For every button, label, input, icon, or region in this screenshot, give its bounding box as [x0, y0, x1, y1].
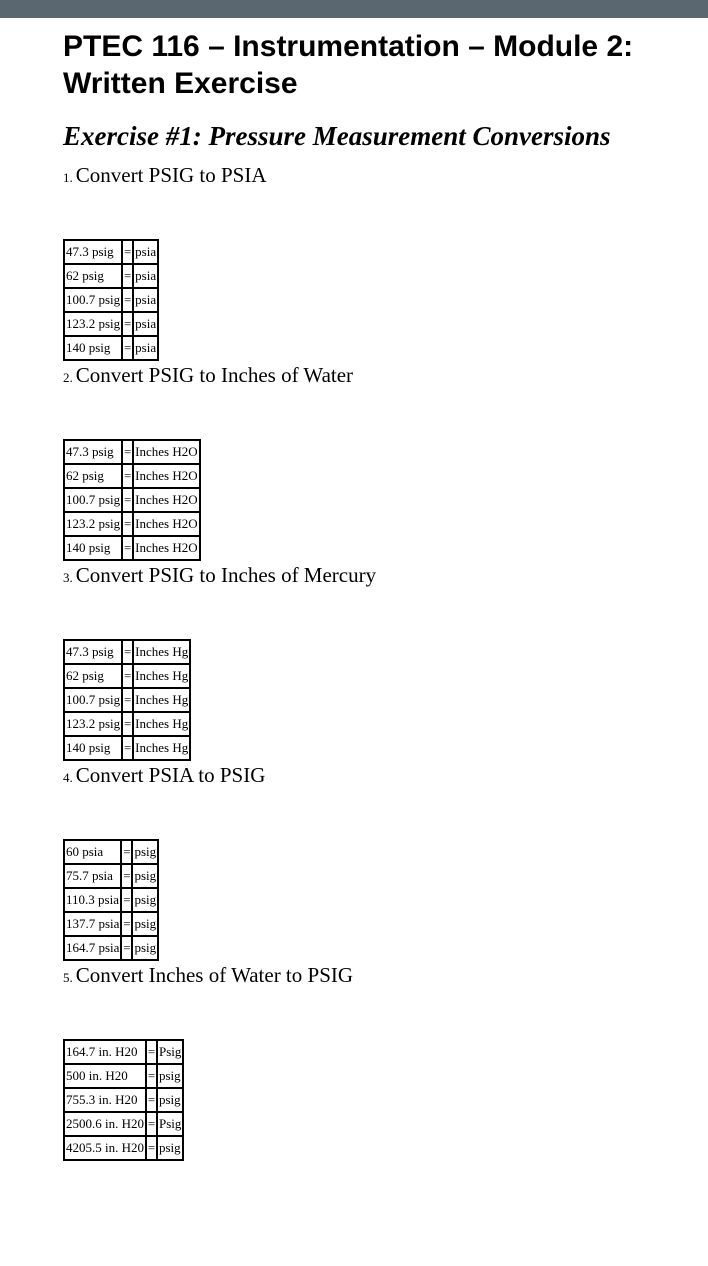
table-row	[64, 736, 190, 760]
given-value-cell: 62 psig	[64, 664, 122, 688]
equals-cell: =	[146, 1064, 157, 1088]
table-row	[64, 688, 190, 712]
target-unit-cell: Psig	[157, 1112, 183, 1136]
question-section	[63, 361, 678, 561]
equals-cell: =	[122, 536, 133, 560]
document-content	[0, 28, 708, 1161]
given-value-cell: 47.3 psig	[64, 440, 122, 464]
question-number: 4.	[63, 770, 73, 785]
given-value-cell: 164.7 psia	[64, 936, 121, 960]
equals-cell: =	[122, 312, 133, 336]
equals-cell: =	[122, 264, 133, 288]
question-heading	[63, 561, 678, 589]
equals-cell: =	[122, 664, 133, 688]
table-row	[64, 464, 200, 488]
equals-cell: =	[122, 464, 133, 488]
given-value-cell: 62 psig	[64, 464, 122, 488]
table-row	[64, 1088, 183, 1112]
target-unit-cell: psig	[157, 1136, 183, 1160]
table-row	[64, 312, 158, 336]
target-unit-cell: psia	[133, 240, 158, 264]
equals-cell: =	[122, 712, 133, 736]
given-value-cell: 123.2 psig	[64, 312, 122, 336]
target-unit-cell: Inches Hg	[133, 640, 190, 664]
given-value-cell: 62 psig	[64, 264, 122, 288]
question-section	[63, 761, 678, 961]
given-value-cell: 164.7 in. H20	[64, 1040, 146, 1064]
question-number: 3.	[63, 570, 73, 585]
equals-cell: =	[122, 736, 133, 760]
given-value-cell: 140 psig	[64, 536, 122, 560]
table-row	[64, 240, 158, 264]
equals-cell: =	[122, 240, 133, 264]
target-unit-cell: Psig	[157, 1040, 183, 1064]
target-unit-cell: Inches Hg	[133, 664, 190, 688]
question-number: 5.	[63, 970, 73, 985]
answer-space	[63, 989, 678, 1039]
table-row	[64, 712, 190, 736]
target-unit-cell: Inches H2O	[133, 440, 199, 464]
equals-cell: =	[121, 864, 132, 888]
equals-cell: =	[146, 1040, 157, 1064]
table-row	[64, 264, 158, 288]
target-unit-cell: Inches H2O	[133, 512, 199, 536]
question-heading	[63, 961, 678, 989]
table-row	[64, 936, 158, 960]
question-text: Convert PSIA to PSIG	[75, 763, 266, 787]
conversion-table	[63, 839, 159, 961]
given-value-cell: 100.7 psig	[64, 488, 122, 512]
question-heading	[63, 761, 678, 789]
target-unit-cell: Inches H2O	[133, 464, 199, 488]
table-row	[64, 840, 158, 864]
given-value-cell: 123.2 psig	[64, 512, 122, 536]
equals-cell: =	[146, 1136, 157, 1160]
target-unit-cell: psig	[132, 840, 158, 864]
given-value-cell: 123.2 psig	[64, 712, 122, 736]
question-text: Convert Inches of Water to PSIG	[75, 963, 354, 987]
target-unit-cell: psig	[157, 1064, 183, 1088]
equals-cell: =	[122, 688, 133, 712]
equals-cell: =	[122, 440, 133, 464]
table-row	[64, 1136, 183, 1160]
target-unit-cell: Inches H2O	[133, 488, 199, 512]
table-row	[64, 1040, 183, 1064]
table-row	[64, 512, 200, 536]
target-unit-cell: psia	[133, 312, 158, 336]
given-value-cell: 140 psig	[64, 336, 122, 360]
target-unit-cell: psig	[157, 1088, 183, 1112]
table-row	[64, 664, 190, 688]
given-value-cell: 140 psig	[64, 736, 122, 760]
target-unit-cell: psia	[133, 336, 158, 360]
question-section	[63, 961, 678, 1161]
answer-space	[63, 189, 678, 239]
table-row	[64, 288, 158, 312]
equals-cell: =	[122, 488, 133, 512]
table-row	[64, 864, 158, 888]
conversion-table	[63, 439, 201, 561]
given-value-cell: 755.3 in. H20	[64, 1088, 146, 1112]
top-bar	[0, 0, 708, 18]
table-row	[64, 912, 158, 936]
table-row	[64, 1112, 183, 1136]
table-row	[64, 536, 200, 560]
given-value-cell: 100.7 psig	[64, 288, 122, 312]
given-value-cell: 137.7 psia	[64, 912, 121, 936]
equals-cell: =	[121, 888, 132, 912]
exercise-title: Exercise #1: Pressure Measurement Conversions	[63, 121, 611, 151]
target-unit-cell: psig	[132, 888, 158, 912]
equals-cell: =	[122, 336, 133, 360]
equals-cell: =	[122, 512, 133, 536]
question-text: Convert PSIG to Inches of Mercury	[75, 563, 377, 587]
question-section	[63, 561, 678, 761]
target-unit-cell: Inches Hg	[133, 712, 190, 736]
target-unit-cell: Inches H2O	[133, 536, 199, 560]
question-number: 2.	[63, 370, 73, 385]
target-unit-cell: Inches Hg	[133, 736, 190, 760]
given-value-cell: 60 psia	[64, 840, 121, 864]
given-value-cell: 500 in. H20	[64, 1064, 146, 1088]
question-list	[63, 161, 678, 1161]
page-title: PTEC 116 – Instrumentation – Module 2: Written Exercise	[63, 30, 634, 100]
equals-cell: =	[121, 936, 132, 960]
question-text: Convert PSIG to Inches of Water	[75, 363, 354, 387]
given-value-cell: 2500.6 in. H20	[64, 1112, 146, 1136]
table-row	[64, 640, 190, 664]
given-value-cell: 47.3 psig	[64, 240, 122, 264]
target-unit-cell: psig	[132, 936, 158, 960]
table-row	[64, 488, 200, 512]
answer-space	[63, 589, 678, 639]
given-value-cell: 100.7 psig	[64, 688, 122, 712]
target-unit-cell: psig	[132, 912, 158, 936]
given-value-cell: 75.7 psia	[64, 864, 121, 888]
target-unit-cell: psia	[133, 264, 158, 288]
question-section	[63, 161, 678, 361]
table-row	[64, 888, 158, 912]
target-unit-cell: psia	[133, 288, 158, 312]
question-text: Convert PSIG to PSIA	[75, 163, 267, 187]
target-unit-cell: psig	[132, 864, 158, 888]
answer-space	[63, 389, 678, 439]
answer-space	[63, 789, 678, 839]
question-number: 1.	[63, 170, 73, 185]
target-unit-cell: Inches Hg	[133, 688, 190, 712]
given-value-cell: 47.3 psig	[64, 640, 122, 664]
conversion-table	[63, 239, 159, 361]
conversion-table	[63, 1039, 184, 1161]
equals-cell: =	[146, 1112, 157, 1136]
conversion-table	[63, 639, 191, 761]
equals-cell: =	[146, 1088, 157, 1112]
equals-cell: =	[121, 912, 132, 936]
equals-cell: =	[122, 288, 133, 312]
question-heading	[63, 361, 678, 389]
equals-cell: =	[121, 840, 132, 864]
given-value-cell: 4205.5 in. H20	[64, 1136, 146, 1160]
table-row	[64, 440, 200, 464]
question-heading	[63, 161, 678, 189]
table-row	[64, 336, 158, 360]
table-row	[64, 1064, 183, 1088]
given-value-cell: 110.3 psia	[64, 888, 121, 912]
equals-cell: =	[122, 640, 133, 664]
